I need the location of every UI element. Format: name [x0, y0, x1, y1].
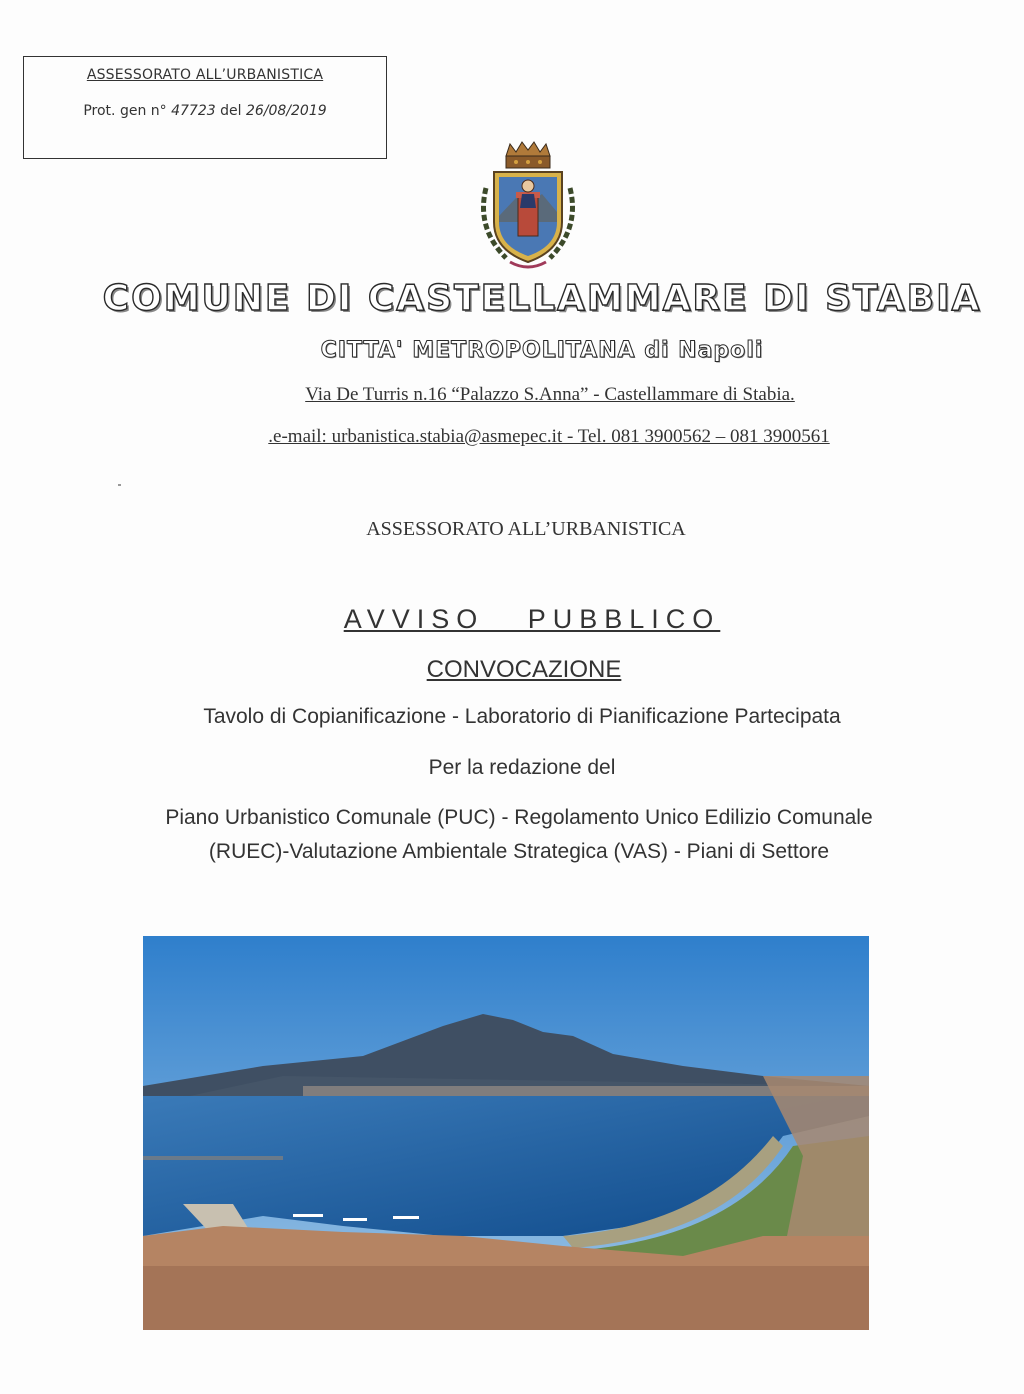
address-line [0, 384, 1024, 406]
protocol-mid: del [220, 103, 242, 119]
protocol-office: ASSESSORATO ALL’URBANISTICA [86, 67, 324, 83]
protocol-box [23, 56, 387, 159]
contact-line [0, 426, 1024, 448]
municipal-crest-icon [466, 138, 590, 276]
subject-line-4: (RUEC)-Valutazione Ambientale Strategica (VAS) - Piani di Settore [208, 840, 830, 863]
subject-line-1: Tavolo di Copianificazione - Laboratorio di Pianificazione Partecipata [203, 705, 841, 728]
office-heading: ASSESSORATO ALL’URBANISTICA [366, 518, 686, 540]
notice-heading [0, 604, 1024, 635]
convocation-text: CONVOCAZIONE [426, 656, 622, 683]
municipality-title: COMUNE DI CASTELLAMMARE DI STABIA [102, 278, 982, 319]
protocol-prefix: Prot. gen n° [83, 103, 167, 119]
contact-text: .e-mail: urbanistica.stabia@asmepec.it - Tel. 081 3900562 – 081 3900561 [268, 426, 830, 447]
protocol-date: 26/08/2019 [245, 103, 327, 119]
address-text: Via De Turris n.16 “Palazzo S.Anna” - Castellammare di Stabia. [305, 384, 795, 405]
subject-line-3: Piano Urbanistico Comunale (PUC) - Regolamento Unico Edilizio Comunale [165, 806, 873, 829]
protocol-number: 47723 [171, 103, 216, 119]
subject-line-2: Per la redazione del [428, 756, 616, 779]
bay-of-naples-photo [143, 936, 869, 1330]
notice-text: AVVISO PUBBLICO [343, 604, 721, 634]
scan-speck [118, 484, 121, 486]
convocation-heading [0, 656, 1024, 684]
protocol-line [24, 103, 386, 119]
metropolitan-subtitle: CITTA' METROPOLITANA di Napoli [320, 338, 764, 363]
